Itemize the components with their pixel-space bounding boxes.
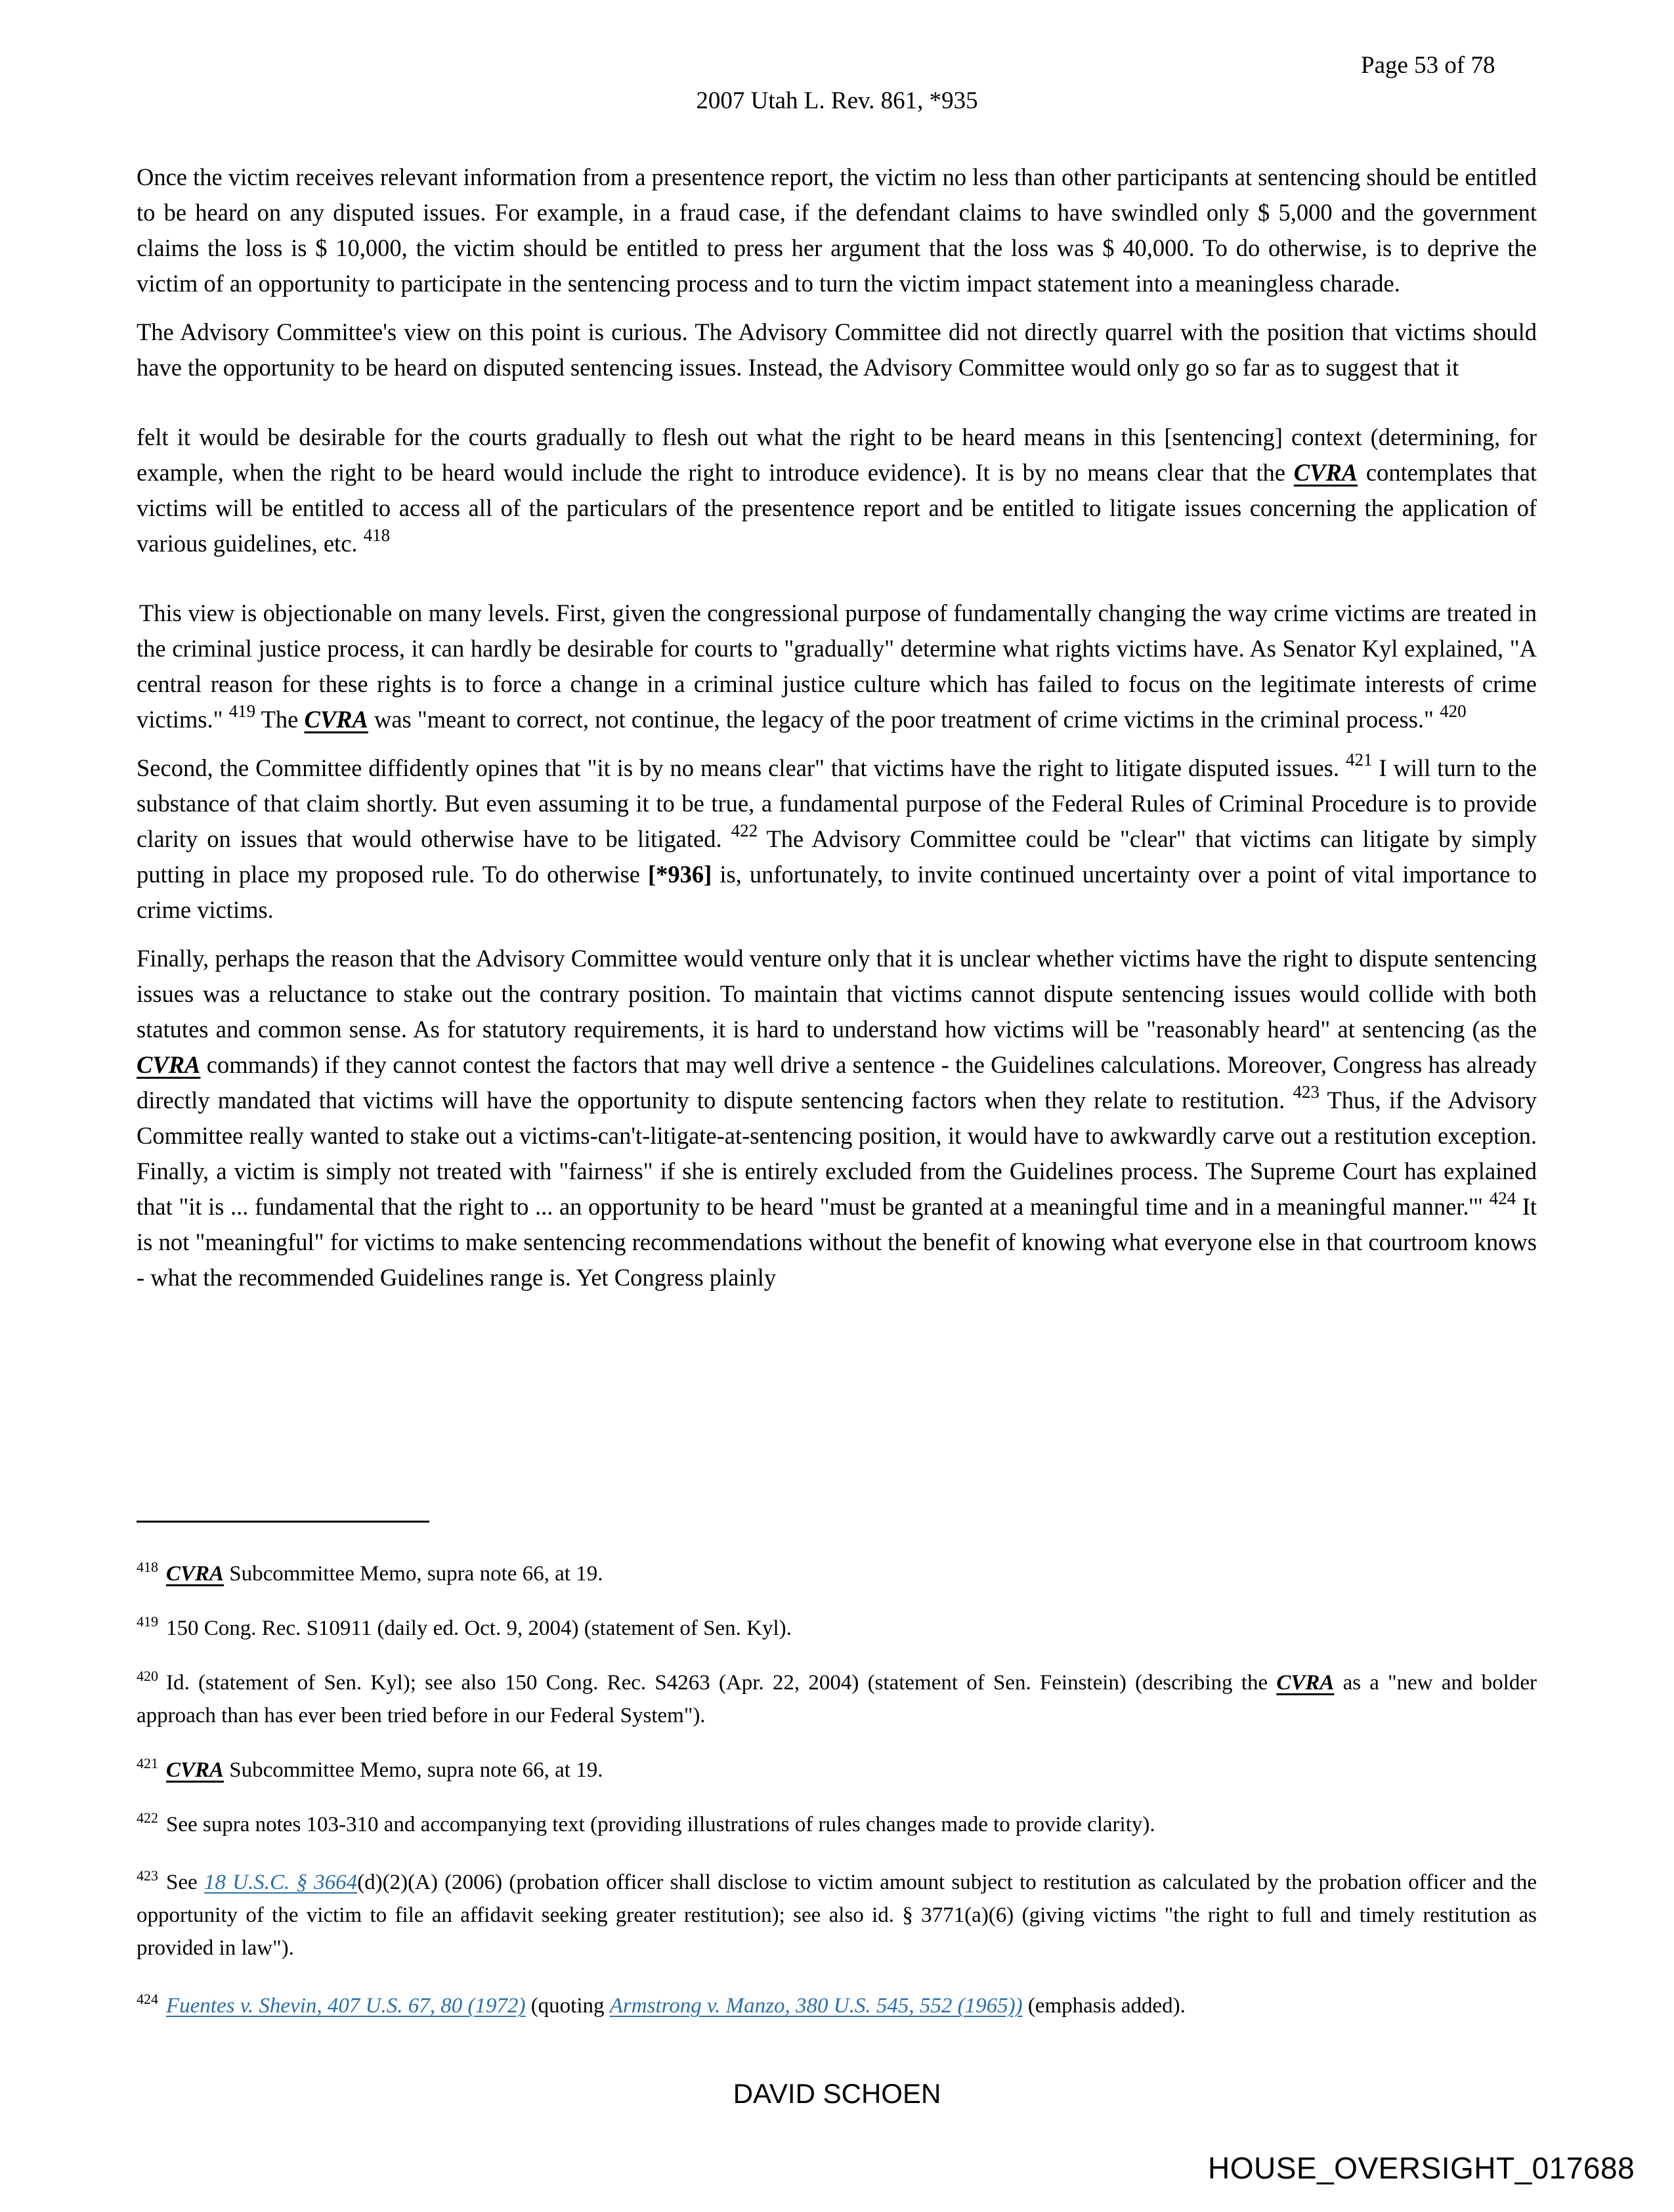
cvra-link[interactable]: CVRA [166,1562,225,1586]
paragraph-2: The Advisory Committee's view on this point is curious. The Advisory Committee did not directly quarrel with the position that victims should have the opportunity to be heard on disputed sentencing issues. Instead, the Advisory Committee would only go so far as to suggest that it [137,318,1537,381]
footnote-number: 418 [137,1559,158,1575]
p4-text-2: I will turn to the substance of that claim shortly. But even assuming it to be true, a fundamental purpose of the Federal Rules of Criminal Procedure is to provide clarity on issues that would otherwise have to be litigated. [137,754,1537,852]
paragraph-1: Once the victim receives relevant information from a presentence report, the victim no less than other participants at sentencing should be entitled to be heard on any disputed issues. For example, in a fraud case, if the defendant claims to have swindled only $ 5,000 and the government claims the loss is $ 10,000, the victim should be entitled to press her argument that the loss was $ 40,000. To do otherwise, is to deprive the victim of an opportunity to participate in the sentencing process and to turn the victim impact statement into a meaningless charade. [137,163,1537,297]
footnote-text: Subcommittee Memo, supra note 66, at 19. [224,1758,603,1782]
p5-text-2: commands) if they cannot contest the factors that may well drive a sentence - the Guidelines calculations. Moreover, Congress has already directly mandated that victims will have the opportunity to dispute sentencing factors when they relate to restitution. [137,1051,1537,1114]
running-header-citation: 2007 Utah L. Rev. 861, *935 [696,87,978,114]
footnote-number: 421 [137,1755,158,1771]
footnote-424 [137,1989,1537,2022]
cvra-link[interactable]: CVRA [1293,459,1358,486]
footnote-ref-420[interactable]: 420 [1440,701,1467,721]
p5-text-4: It is not "meaningful" for victims to make sentencing recommendations without the benefit of knowing what everyone else in that courtroom knows - what the recommended Guidelines range is. Yet Congress plainly [137,1193,1537,1291]
footnote-text: See supra notes 103-310 and accompanying text (providing illustrations of rules changes made to provide clarity). [166,1813,1155,1836]
footnote-ref-423[interactable]: 423 [1293,1082,1320,1102]
paragraph-4 [137,750,1537,928]
p4-text-3: The Advisory Committee could be "clear" that victims can litigate by simply putting in place my proposed rule. To do otherwise [137,825,1537,888]
footnote-ref-418[interactable]: 418 [363,525,391,545]
footnote-text: Id. (statement of Sen. Kyl); see also 150 Cong. Rec. S4263 (Apr. 22, 2004) (statement of Sen. Feinstein) (describing the [166,1671,1277,1695]
armstrong-v-manzo-link[interactable]: Armstrong v. Manzo, 380 U.S. 545, 552 (1965)) [609,1994,1023,2018]
footnote-ref-419[interactable]: 419 [228,701,256,721]
footnote-text: as a "new and bolder approach than has ever been tried before in our Federal System"). [137,1671,1537,1727]
footnote-separator [137,1521,429,1523]
footnote-text: See [166,1871,204,1894]
p3-text-1: This view is objectionable on many levels. First, given the congressional purpose of fundamentally changing the way crime victims are treated in the criminal justice process, it can hardly be desirable for courts to "gradually" determine what rights victims have. As Senator Kyl explained, "A central reason for these rights is to force a change in a criminal justice culture which has failed to focus on the legitimate interests of crime victims." [137,599,1537,733]
footnote-number: 424 [137,1991,158,2007]
footer-author: DAVID SCHOEN [733,2078,941,2109]
footnotes [137,1557,1537,2044]
footnote-number: 423 [137,1867,158,1884]
p5-text-1: Finally, perhaps the reason that the Advisory Committee would venture only that it is unclear whether victims have the right to dispute sentencing issues was a reluctance to stake out the contrary position. To maintain that victims cannot dispute sentencing issues would collide with both statutes and common sense. As for statutory requirements, it is hard to understand how victims will be "reasonably heard" at sentencing (as the [137,945,1537,1043]
footnote-423 [137,1866,1537,1964]
usc-3664-link[interactable]: 18 U.S.C. § 3664 [204,1871,358,1894]
footnote-number: 422 [137,1810,158,1826]
footnote-420 [137,1666,1537,1732]
p4-text-1: Second, the Committee diffidently opines that "it is by no means clear" that victims have the right to litigate disputed issues. [137,754,1346,781]
fuentes-v-shevin-link[interactable]: Fuentes v. Shevin, 407 U.S. 67, 80 (1972) [166,1994,526,2018]
footnote-text: Subcommittee Memo, supra note 66, at 19. [224,1562,603,1586]
cvra-link[interactable]: CVRA [304,706,368,733]
cvra-link[interactable]: CVRA [166,1758,225,1782]
paragraph-5 [137,941,1537,1295]
footnote-text: 150 Cong. Rec. S10911 (daily ed. Oct. 9, 2004) (statement of Sen. Kyl). [166,1616,792,1640]
p5-text-3: Thus, if the Advisory Committee really wanted to stake out a victims-can't-litigate-at-sentencing position, it would have to awkwardly carve out a restitution exception. Finally, a victim is simply not treated with "fairness" if she is entirely excluded from the Guidelines process. The Supreme Court has explained that "it is ... fundamental that the right to ... an opportunity to be heard "must be granted at a meaningful time and in a meaningful manner.'" [137,1087,1537,1220]
star-page-marker: [*936] [648,861,712,888]
footnote-number: 419 [137,1613,158,1630]
paragraph-3 [137,596,1537,737]
footnote-text: (emphasis added). [1022,1994,1186,2018]
footnote-418 [137,1557,1537,1590]
footnote-ref-422[interactable]: 422 [731,821,758,840]
p3-text-3: was "meant to correct, not continue, the legacy of the poor treatment of crime victims in the criminal process." [368,706,1440,733]
footnote-text: (d)(2)(A) (2006) (probation officer shall disclose to victim amount subject to restitution as calculated by the probation officer and the opportunity of the victim to file an affidavit seeking greater restitution); see also id. § 3771(a)(6) (giving victims "the right to full and timely restitution as provided in law"). [137,1871,1537,1960]
p3-text-2: The [255,706,305,733]
footnote-text: (quoting [525,1994,610,2018]
cvra-link[interactable]: CVRA [137,1051,201,1078]
bates-number: HOUSE_OVERSIGHT_017688 [1208,2151,1635,2185]
body-text [137,160,1537,1309]
quote-text-1: felt it would be desirable for the courts gradually to flesh out what the right to be heard means in this [sentencing] context (determining, for example, when the right to be heard would include the right to introduce evidence). It is by no means clear that the [137,423,1537,486]
block-quote [137,420,1537,561]
quote-text-2: contemplates that victims will be entitled to access all of the particulars of the presentence report and be entitled to litigate issues concerning the application of various guidelines, etc. [137,459,1537,557]
footnote-ref-424[interactable]: 424 [1489,1188,1516,1208]
footnote-ref-421[interactable]: 421 [1345,750,1373,770]
footnote-421 [137,1754,1537,1787]
footnote-number: 420 [137,1668,158,1684]
page-number: Page 53 of 78 [1361,52,1495,79]
footnote-419 [137,1612,1537,1645]
footnote-422 [137,1808,1537,1841]
cvra-link[interactable]: CVRA [1276,1671,1335,1695]
p4-text-4: is, unfortunately, to invite continued uncertainty over a point of vital importance to crime victims. [137,861,1537,923]
